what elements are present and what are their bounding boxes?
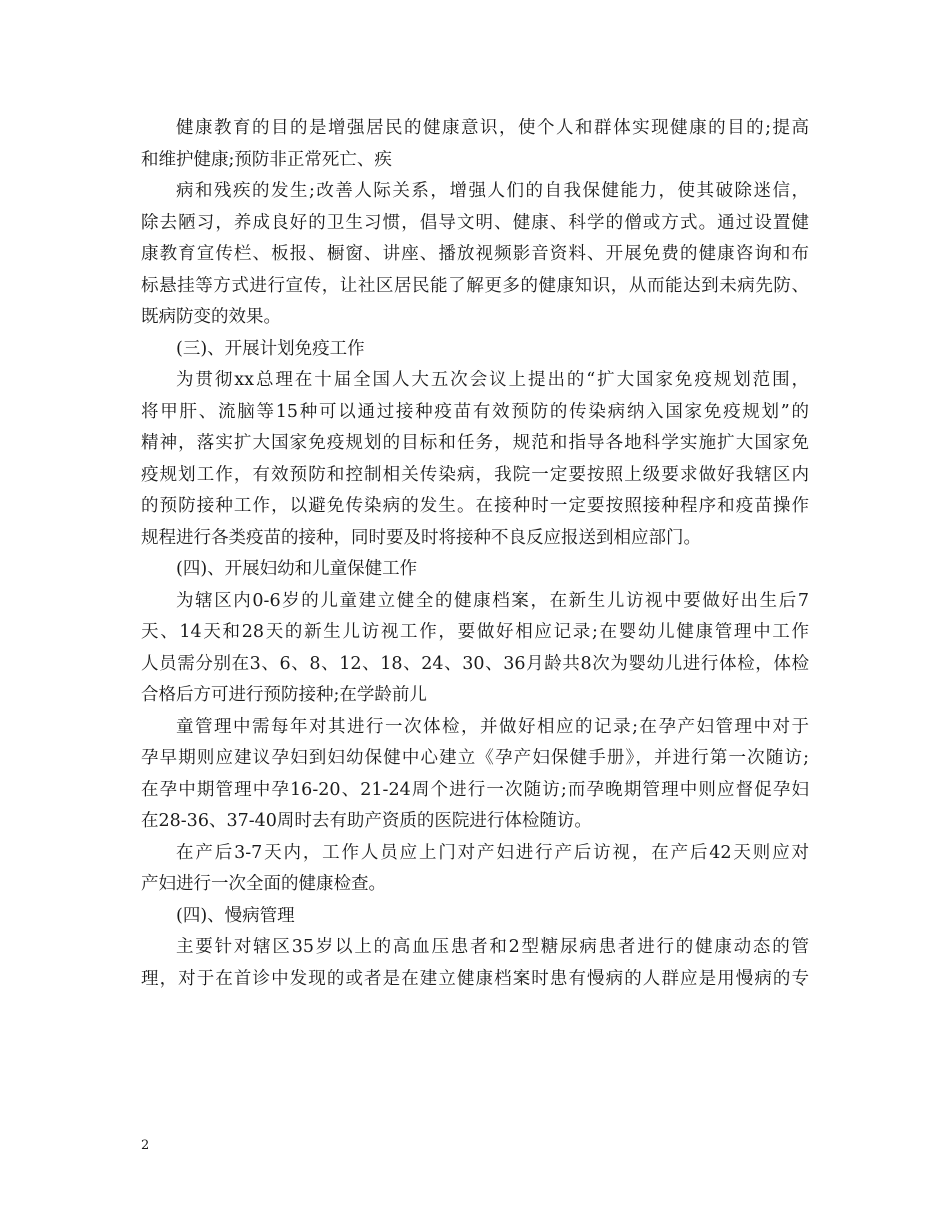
text-line: 产妇进行一次全面的健康检查。 (141, 874, 386, 894)
text-line: 规程进行各类疫苗的接种，同时要及时将接种不良反应报送到相应部门。 (141, 527, 701, 548)
text-line: 在28-36、37-40周时去有助产资质的医院进行体检随访。 (141, 811, 592, 831)
text-line: 合格后方可进行预防接种;在学龄前儿 (141, 685, 427, 705)
text-line: 将甲肝、流脑等15种可以通过接种疫苗有效预防的传染病纳入国家免疫规划”的 (141, 401, 809, 422)
text-line: 精神，落实扩大国家免疫规划的目标和任务，规范和指导各地科学实施扩大国家免 (141, 433, 809, 453)
text-line: 主要针对辖区35岁以上的高血压患者和2型糖尿病患者进行的健康动态的管 (176, 937, 809, 957)
text-line: 标悬挂等方式进行宣传，让社区居民能了解更多的健康知识，从而能达到未病先防、 (141, 275, 809, 296)
text-line: 为辖区内0-6岁的儿童建立健全的健康档案，在新生儿访视中要做好出生后7 (176, 590, 809, 611)
text-line: 天、14天和28天的新生儿访视工作，要做好相应记录;在婴幼儿健康管理中工作 (141, 622, 809, 642)
text-line: 的预防接种工作，以避免传染病的发生。在接种时一定要按照接种程序和疫苗操作 (141, 496, 809, 516)
text-line: (四)、开展妇幼和儿童保健工作 (176, 559, 418, 579)
text-line: (三)、开展计划免疫工作 (176, 338, 365, 359)
text-line: 理，对于在首诊中发现的或者是在建立健康档案时患有慢病的人群应是用慢病的专 (141, 968, 809, 989)
text-line: 除去陋习，养成良好的卫生习惯，倡导文明、健康、科学的僧或方式。通过设置健 (141, 212, 809, 233)
text-line: 既病防变的效果。 (141, 307, 281, 327)
text-line: 和维护健康;预防非正常死亡、疾 (141, 149, 392, 170)
text-line: 康教育宣传栏、板报、橱窗、讲座、播放视频影音资料、开展免费的健康咨询和布 (141, 244, 809, 264)
text-line: 在孕中期管理中孕16-20、21-24周个进行一次随访;而孕晚期管理中则应督促孕妇 (141, 779, 809, 800)
text-line: 健康教育的目的是增强居民的健康意识，使个人和群体实现健康的目的;提高 (176, 118, 809, 138)
text-line: 疫规划工作，有效预防和控制相关传染病，我院一定要按照上级要求做好我辖区内 (141, 464, 809, 485)
page-number: 2 (141, 1138, 150, 1153)
text-line: (四)、慢病管理 (176, 905, 295, 926)
text-line: 在产后3-7天内，工作人员应上门对产妇进行产后访视，在产后42天则应对 (176, 842, 809, 863)
text-line: 孕早期则应建议孕妇到妇幼保健中心建立《孕产妇保健手册》，并进行第一次随访; (141, 748, 809, 768)
document-body (141, 113, 809, 995)
text-line: 童管理中需每年对其进行一次体检，并做好相应的记录;在孕产妇管理中对于 (176, 716, 809, 737)
text-line: 人员需分别在3、6、8、12、18、24、30、36月龄共8次为婴幼儿进行体检，体检 (141, 653, 809, 674)
text-line: 为贯彻xx总理在十届全国人大五次会议上提出的“扩大国家免疫规划范围， (176, 370, 809, 390)
text-line: 病和残疾的发生;改善人际关系，增强人们的自我保健能力，使其破除迷信， (176, 181, 809, 201)
